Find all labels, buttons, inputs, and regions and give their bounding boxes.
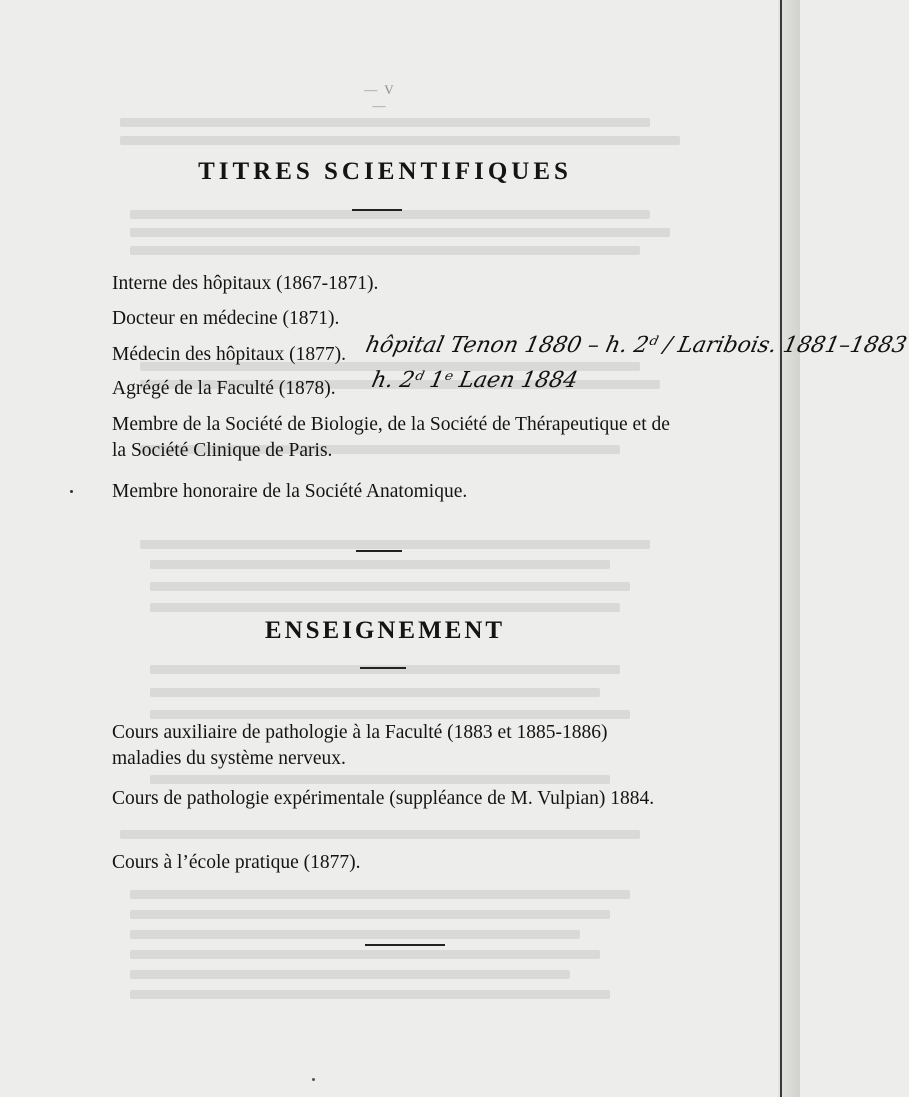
section-rule: [360, 667, 406, 669]
titre-entry: Membre honoraire de la Société Anatomique.: [112, 481, 468, 502]
ink-speck: [70, 490, 73, 493]
titre-entry: Agrégé de la Faculté (1878).: [112, 378, 336, 399]
page-folio: — V —: [364, 82, 396, 113]
titre-entry: Docteur en médecine (1871).: [112, 308, 340, 329]
page-end-rule: [365, 944, 445, 946]
section-title-enseignement: ENSEIGNEMENT: [264, 617, 506, 644]
titre-entry: Interne des hôpitaux (1867-1871).: [112, 273, 379, 294]
enseignement-entry: Cours à l’école pratique (1877).: [112, 852, 361, 873]
handwritten-note: h. 2ᵈ 1ᵉ Laen 1884: [369, 368, 581, 393]
page-binding-line: [780, 0, 782, 1097]
handwritten-note: hôpital Tenon 1880 – h. 2ᵈ / Laribois. 1881–1883: [363, 333, 909, 358]
titre-entry: Médecin des hôpitaux (1877).: [112, 344, 346, 365]
enseignement-entry: Cours auxiliaire de pathologie à la Faculté (1883 et 1885-1886) maladies du système nerveux.: [112, 722, 608, 769]
enseignement-entry: Cours de pathologie expérimentale (suppléance de M. Vulpian) 1884.: [112, 788, 655, 809]
titre-entry: Membre de la Société de Biologie, de la Société de Thérapeutique et de la Société Clinique de Paris.: [112, 414, 670, 461]
section-separator: [356, 550, 402, 552]
ink-speck: [312, 1078, 315, 1081]
section-title-titres-scientifiques: TITRES SCIENTIFIQUES: [198, 158, 572, 185]
section-rule: [352, 209, 402, 211]
